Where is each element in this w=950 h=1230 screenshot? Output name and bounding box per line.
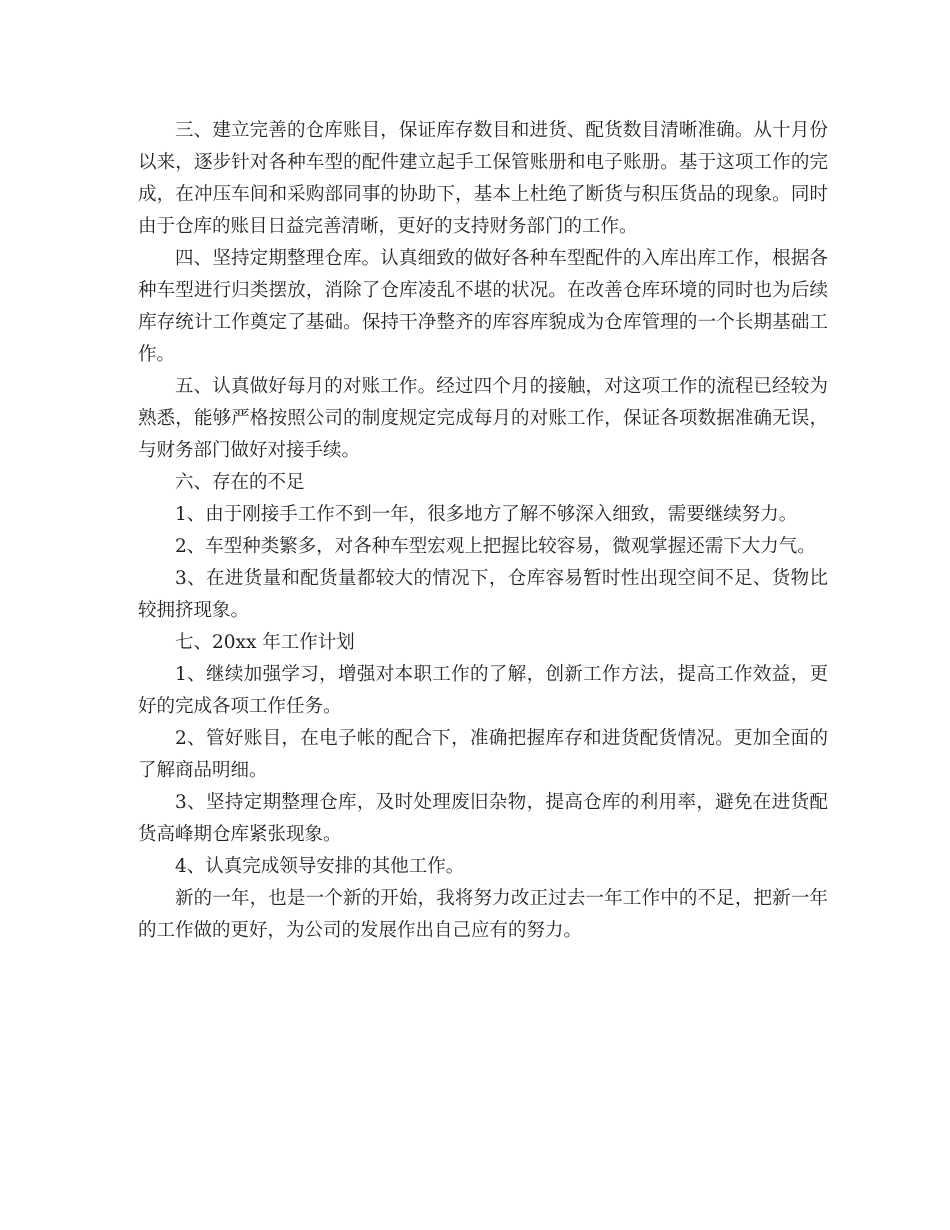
list-item-plan-2: 2、管好账目，在电子帐的配合下，准确把握库存和进货配货情况。更加全面的了解商品明细。 (138, 728, 828, 781)
section-heading-shortcomings: 六、存在的不足 (175, 472, 305, 493)
list-item-shortcoming-1: 1、由于刚接手工作不到一年，很多地方了解不够深入细致，需要继续努力。 (175, 504, 798, 525)
paragraph-closing: 新的一年，也是一个新的开始，我将努力改正过去一年工作中的不足，把新一年的工作做的更好，为公司的发展作出自己应有的努力。 (138, 888, 828, 941)
list-item-plan-3: 3、坚持定期整理仓库，及时处理废旧杂物，提高仓库的利用率，避免在进货配货高峰期仓库紧张现象。 (138, 792, 828, 845)
paragraph-warehouse-organization: 四、坚持定期整理仓库。认真细致的做好各种车型配件的入库出库工作，根据各种车型进行归类摆放，消除了仓库凌乱不堪的状况。在改善仓库环境的同时也为后续库存统计工作奠定了基础。保持干净整齐的库容库貌成为仓库管理的一个长期基础工作。 (138, 248, 828, 365)
paragraph-monthly-reconciliation: 五、认真做好每月的对账工作。经过四个月的接触，对这项工作的流程已经较为熟悉，能够严格按照公司的制度规定完成每月的对账工作，保证各项数据准确无误，与财务部门做好对接手续。 (138, 376, 828, 461)
list-item-shortcoming-2: 2、车型种类繁多，对各种车型宏观上把握比较容易，微观掌握还需下大力气。 (175, 536, 816, 557)
list-item-plan-4: 4、认真完成领导安排的其他工作。 (175, 856, 465, 877)
list-item-plan-1: 1、继续加强学习，增强对本职工作的了解，创新工作方法，提高工作效益，更好的完成各项工作任务。 (138, 664, 828, 717)
section-heading-work-plan: 七、20xx 年工作计划 (175, 632, 355, 653)
list-item-shortcoming-3: 3、在进货量和配货量都较大的情况下，仓库容易暂时性出现空间不足、货物比较拥挤现象。 (138, 568, 828, 621)
paragraph-warehouse-accounts: 三、建立完善的仓库账目，保证库存数目和进货、配货数目清晰准确。从十月份以来，逐步针对各种车型的配件建立起手工保管账册和电子账册。基于这项工作的完成，在冲压车间和采购部同事的协助下，基本上杜绝了断货与积压货品的现象。同时由于仓库的账目日益完善清晰，更好的支持财务部门的工作。 (138, 120, 828, 237)
document-body (138, 115, 828, 947)
